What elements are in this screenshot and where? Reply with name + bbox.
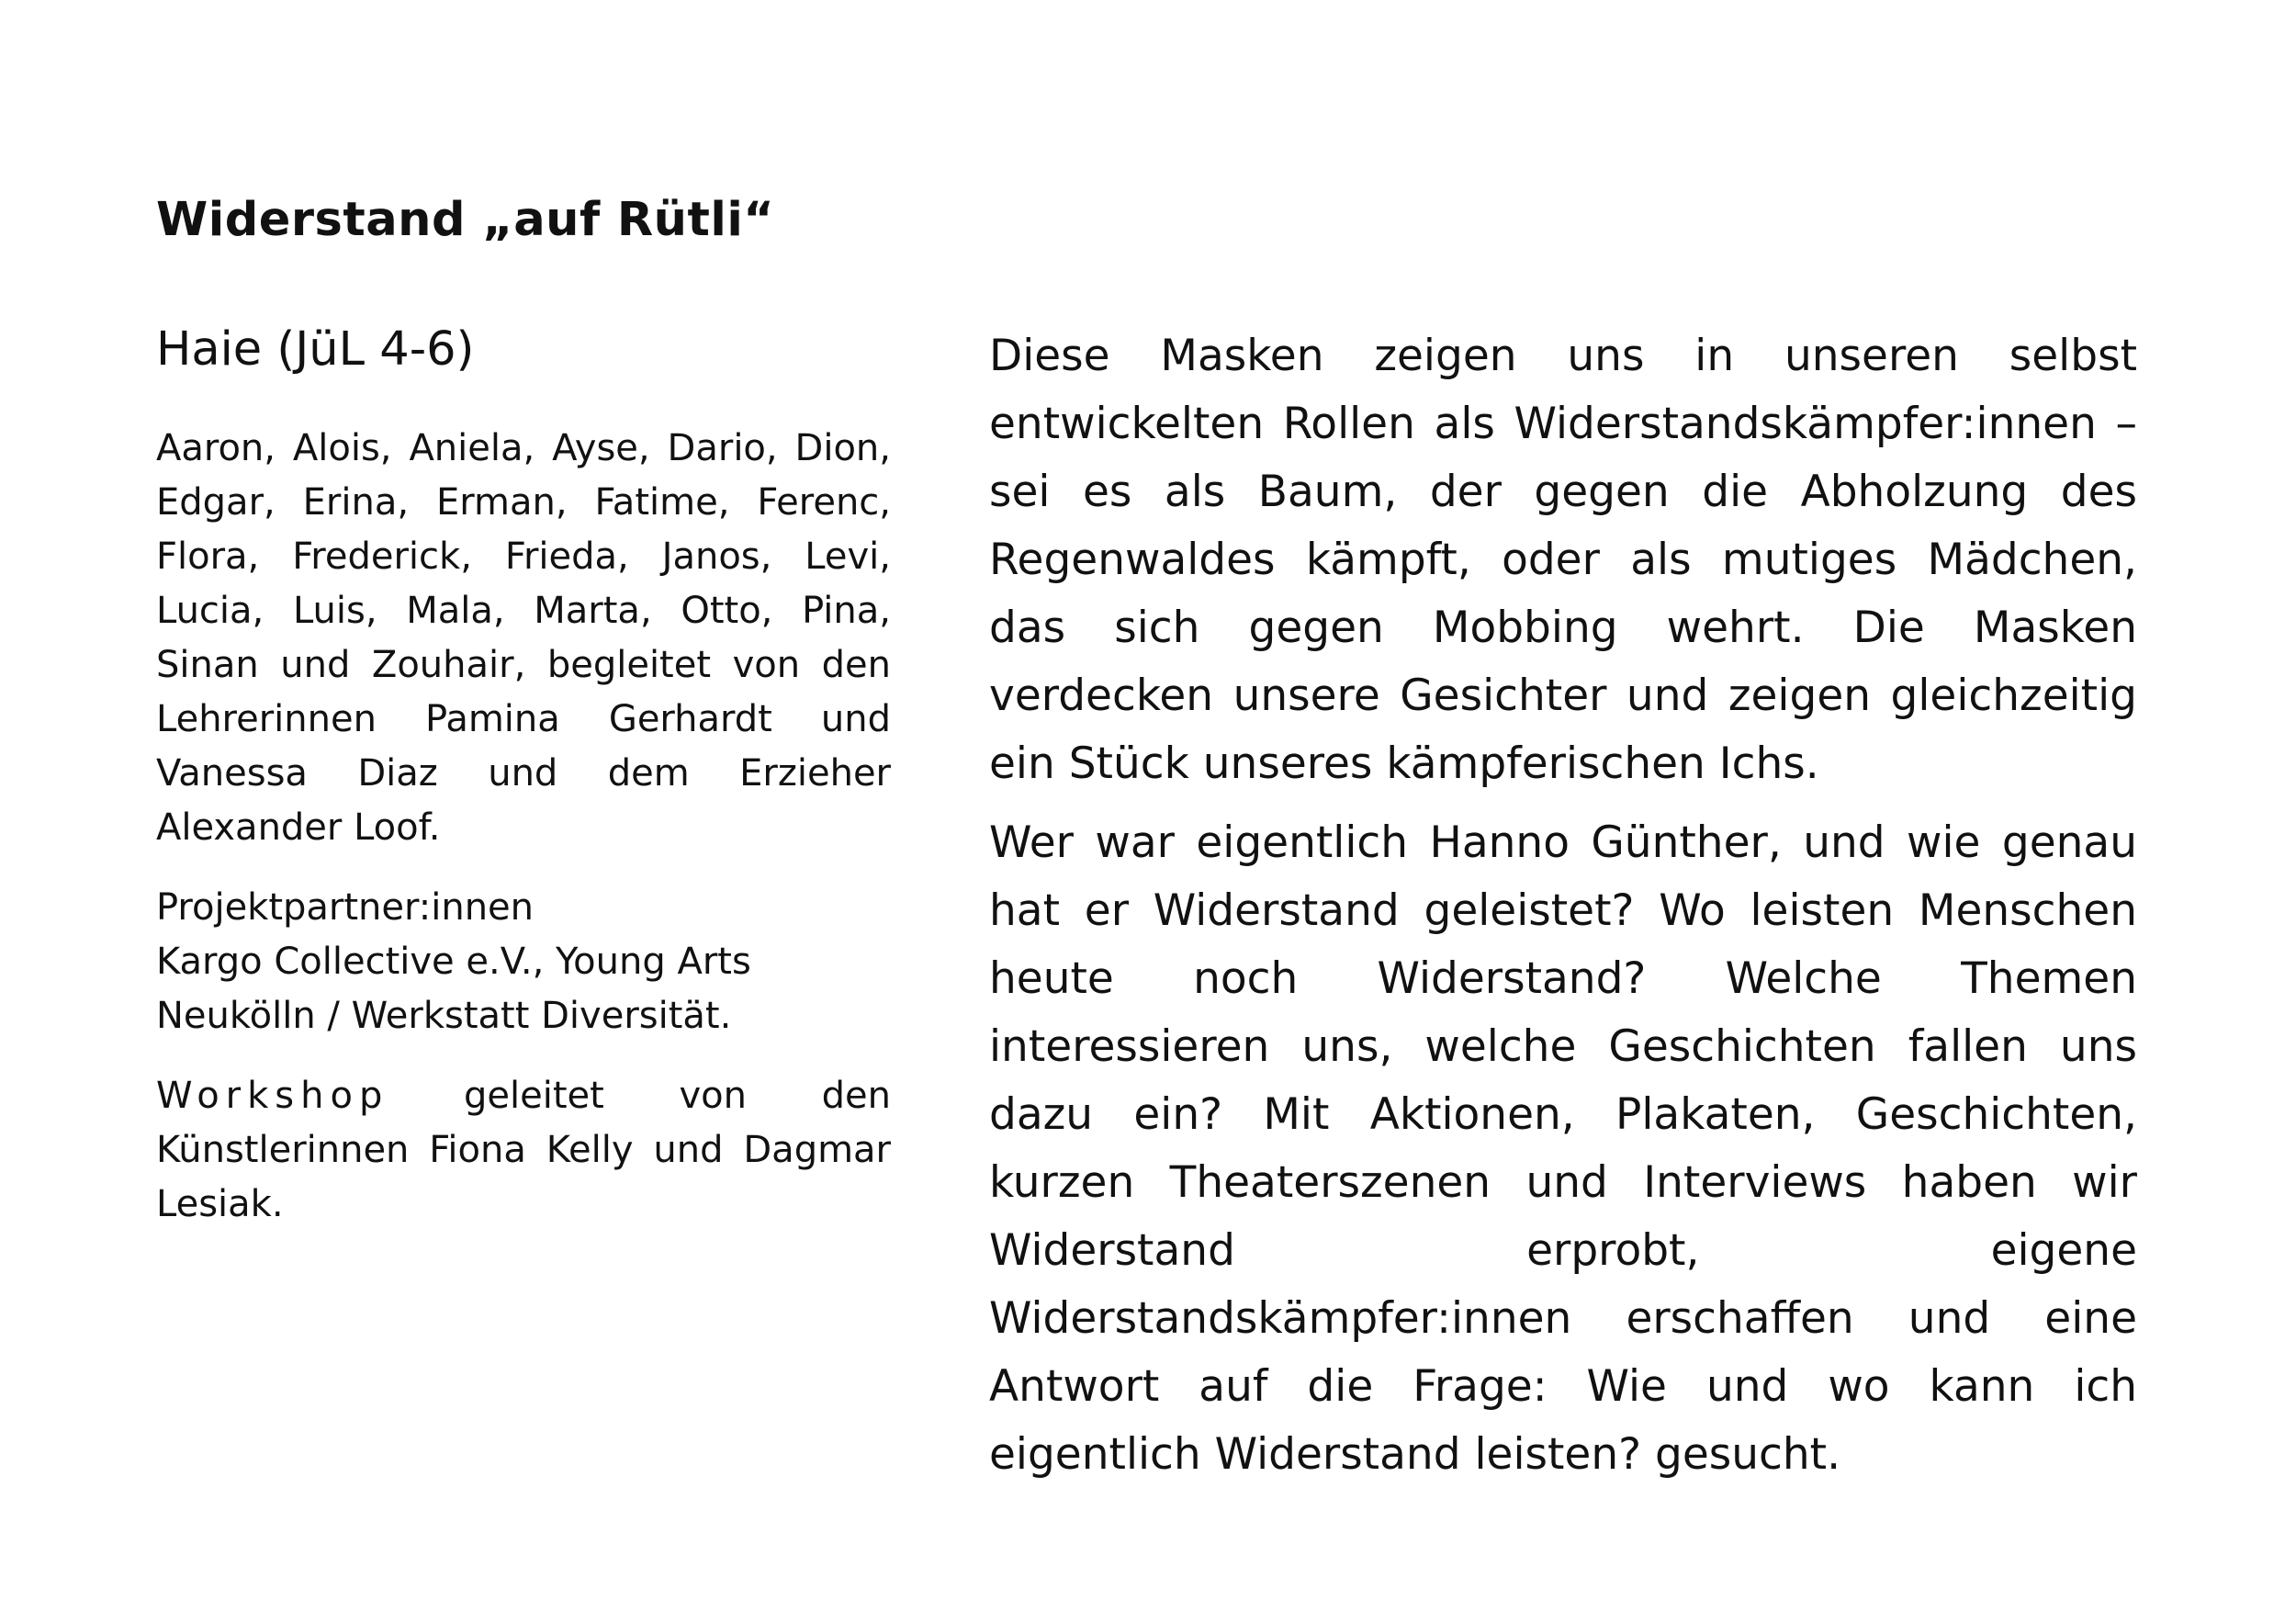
body-paragraph-1: Diese Masken zeigen uns in unseren selbst entwickelten Rollen als Widerstandskämpfer:innen – sei es als Baum, der gegen die Abholzung des Regenwaldes kämpft, oder als mutiges Mädchen, das sich gegen Mobbing wehrt. Die Masken verdecken unsere Gesichter und zeigen gleichzeitig ein Stück unseres kämpferischen Ichs. — [989, 331, 2137, 789]
workshop-credit — [156, 1069, 891, 1232]
partners-label: Projektpartner:innen — [156, 886, 535, 930]
partners-text: Kargo Collective e.V., Young Arts Neukölln / Werkstatt Diversität. — [156, 941, 751, 1038]
workshop-text: geleitet von den Künstlerinnen Fiona Kelly und Dagmar Lesiak. — [156, 1075, 892, 1226]
group-heading: Haie (JüL 4-6) — [156, 322, 475, 377]
page-title: Widerstand „auf Rütli“ — [156, 193, 775, 247]
workshop-label: Workshop — [156, 1075, 389, 1118]
body-paragraph-2: Wer war eigentlich Hanno Günther, und wie genau hat er Widerstand geleistet? Wo leisten Menschen heute noch Widerstand? Welche Themen interessieren uns, welche Geschichten fallen uns dazu ein? Mit Aktionen, Plakaten, Geschichten, kurzen Theaterszenen und Interviews haben wir Widerstand erprobt, eigene Widerstandskämpfer:innen erschaffen und eine Antwort auf die Frage: Wie und wo kann ich eigentlich Widerstand leisten? gesucht. — [989, 817, 2137, 1480]
description-column — [989, 322, 2137, 1500]
credits-column — [156, 321, 891, 1232]
participant-names: Aaron, Alois, Aniela, Ayse, Dario, Dion, Edgar, Erina, Erman, Fatime, Ferenc, Flora, Frederick, Frieda, Janos, Levi, Lucia, Luis, Mala, Marta, Otto, Pina, Sinan und Zouhair, begleitet von den Lehrerinnen Pamina Gerhardt und Vanessa Diaz und dem Erzieher Alexander Loof. — [156, 427, 891, 850]
